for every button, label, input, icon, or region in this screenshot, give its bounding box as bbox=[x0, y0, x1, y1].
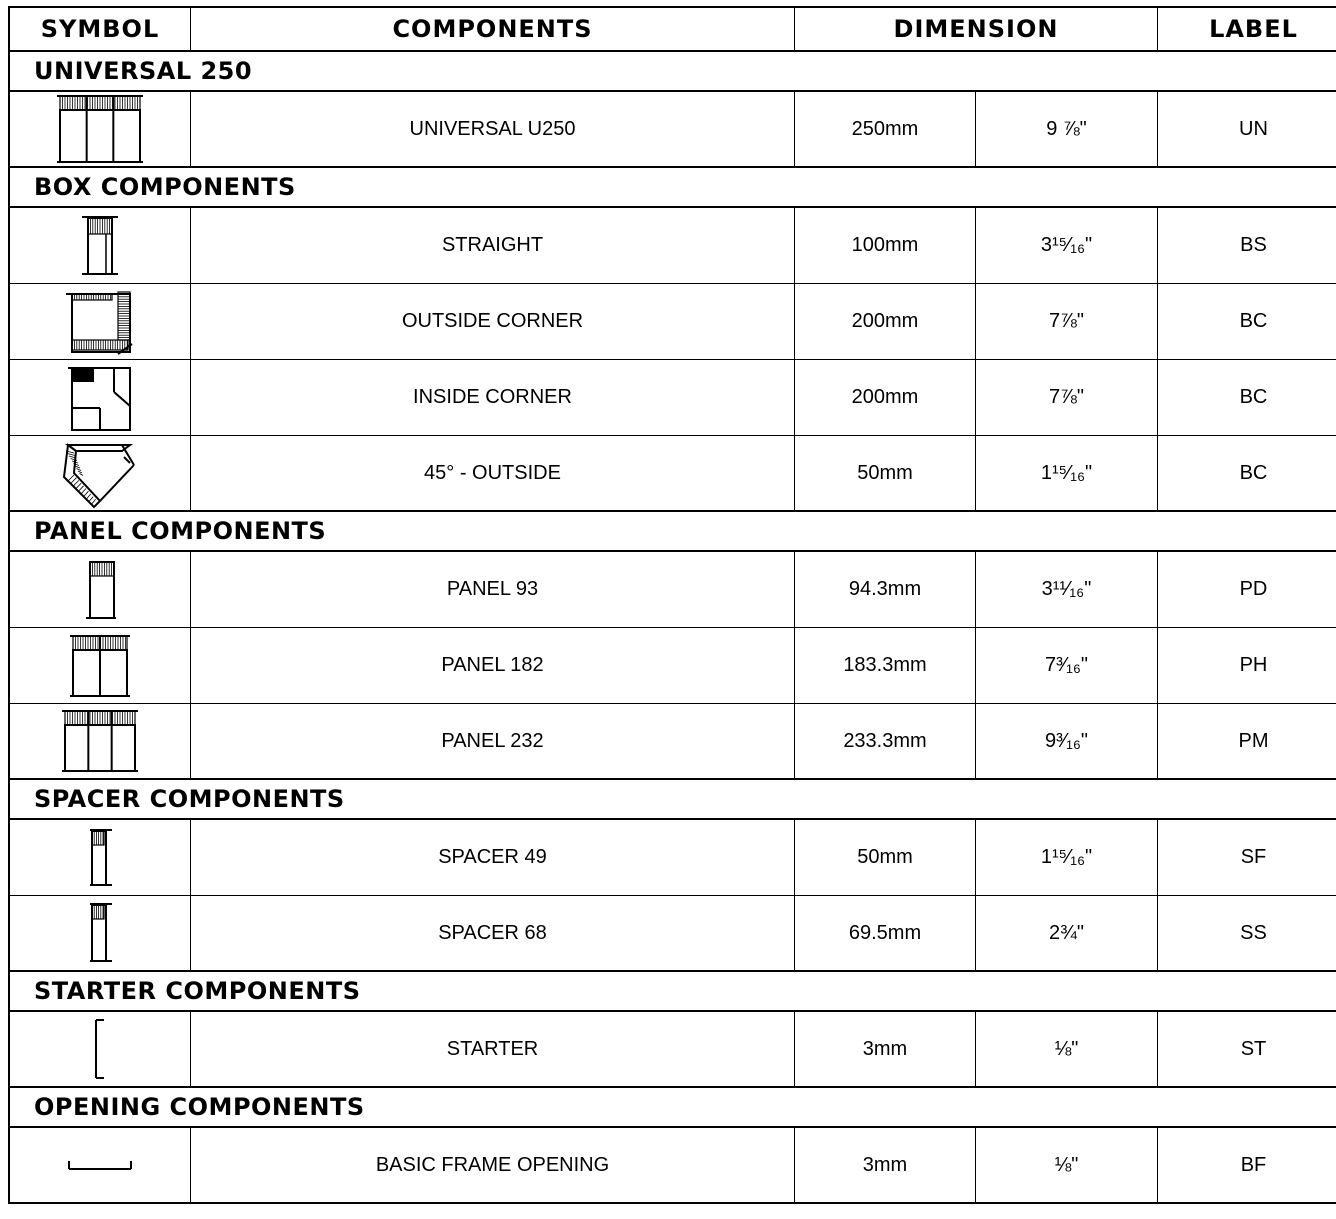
component-label: BS bbox=[1158, 208, 1336, 283]
component-name: PANEL 93 bbox=[191, 552, 795, 627]
table-row bbox=[10, 820, 1336, 896]
component-name: SPACER 68 bbox=[191, 896, 795, 970]
dimension-mm: 233.3mm bbox=[795, 704, 976, 778]
component-name: OUTSIDE CORNER bbox=[191, 284, 795, 359]
dimension-mm: 50mm bbox=[795, 820, 976, 895]
header-label: LABEL bbox=[1158, 8, 1336, 50]
dimension-inch: 3¹⁵⁄₁₆" bbox=[976, 208, 1158, 283]
component-label: BC bbox=[1158, 360, 1336, 435]
table-body bbox=[10, 52, 1336, 1204]
dimension-inch: 9 ⅞" bbox=[976, 92, 1158, 166]
component-label: PD bbox=[1158, 552, 1336, 627]
component-label: UN bbox=[1158, 92, 1336, 166]
component-label: SS bbox=[1158, 896, 1336, 970]
table-row bbox=[10, 896, 1336, 972]
table-row bbox=[10, 552, 1336, 628]
dimension-mm: 3mm bbox=[795, 1012, 976, 1086]
starter-icon bbox=[10, 1012, 191, 1086]
component-label: PH bbox=[1158, 628, 1336, 703]
section-title: PANEL COMPONENTS bbox=[10, 512, 1336, 552]
dimension-inch: 7⅞" bbox=[976, 284, 1158, 359]
table-row bbox=[10, 436, 1336, 512]
panel-93-icon bbox=[10, 552, 191, 627]
component-name: UNIVERSAL U250 bbox=[191, 92, 795, 166]
section-title: BOX COMPONENTS bbox=[10, 168, 1336, 208]
table-row bbox=[10, 284, 1336, 360]
basic-frame-opening-icon bbox=[10, 1128, 191, 1202]
component-name: PANEL 182 bbox=[191, 628, 795, 703]
component-label: SF bbox=[1158, 820, 1336, 895]
dimension-mm: 94.3mm bbox=[795, 552, 976, 627]
dimension-inch: 9³⁄₁₆" bbox=[976, 704, 1158, 778]
inside-corner-icon bbox=[10, 360, 191, 435]
section-title: UNIVERSAL 250 bbox=[10, 52, 1336, 92]
table-row bbox=[10, 360, 1336, 436]
header-dimension: DIMENSION bbox=[795, 8, 1158, 50]
component-name: STARTER bbox=[191, 1012, 795, 1086]
table-row bbox=[10, 92, 1336, 168]
spacer-49-icon bbox=[10, 820, 191, 895]
dimension-inch: 1¹⁵⁄₁₆" bbox=[976, 820, 1158, 895]
table-row bbox=[10, 1128, 1336, 1204]
component-label: BC bbox=[1158, 284, 1336, 359]
section-title: STARTER COMPONENTS bbox=[10, 972, 1336, 1012]
component-name: PANEL 232 bbox=[191, 704, 795, 778]
component-label: BF bbox=[1158, 1128, 1336, 1202]
outside-corner-icon bbox=[10, 284, 191, 359]
universal-u250-icon bbox=[10, 92, 191, 166]
45-outside-icon bbox=[10, 436, 191, 510]
dimension-inch: 7⅞" bbox=[976, 360, 1158, 435]
panel-182-icon bbox=[10, 628, 191, 703]
dimension-mm: 200mm bbox=[795, 360, 976, 435]
dimension-mm: 183.3mm bbox=[795, 628, 976, 703]
component-label: PM bbox=[1158, 704, 1336, 778]
table-row bbox=[10, 208, 1336, 284]
dimension-mm: 50mm bbox=[795, 436, 976, 510]
header-components: COMPONENTS bbox=[191, 8, 795, 50]
dimension-inch: ⅛" bbox=[976, 1012, 1158, 1086]
dimension-inch: 1¹⁵⁄₁₆" bbox=[976, 436, 1158, 510]
table-row bbox=[10, 628, 1336, 704]
straight-icon bbox=[10, 208, 191, 283]
dimension-inch: 7³⁄₁₆" bbox=[976, 628, 1158, 703]
dimension-mm: 250mm bbox=[795, 92, 976, 166]
dimension-inch: 3¹¹⁄₁₆" bbox=[976, 552, 1158, 627]
component-label: ST bbox=[1158, 1012, 1336, 1086]
panel-232-icon bbox=[10, 704, 191, 778]
table-row bbox=[10, 704, 1336, 780]
dimension-mm: 200mm bbox=[795, 284, 976, 359]
dimension-inch: ⅛" bbox=[976, 1128, 1158, 1202]
component-label: BC bbox=[1158, 436, 1336, 510]
table-row bbox=[10, 1012, 1336, 1088]
component-name: STRAIGHT bbox=[191, 208, 795, 283]
spacer-68-icon bbox=[10, 896, 191, 970]
component-name: INSIDE CORNER bbox=[191, 360, 795, 435]
section-title: OPENING COMPONENTS bbox=[10, 1088, 1336, 1128]
table-header bbox=[10, 8, 1336, 52]
section-title: SPACER COMPONENTS bbox=[10, 780, 1336, 820]
dimension-mm: 100mm bbox=[795, 208, 976, 283]
component-name: 45° - OUTSIDE bbox=[191, 436, 795, 510]
component-name: BASIC FRAME OPENING bbox=[191, 1128, 795, 1202]
dimension-inch: 2¾" bbox=[976, 896, 1158, 970]
header-symbol: SYMBOL bbox=[10, 8, 191, 50]
dimension-mm: 69.5mm bbox=[795, 896, 976, 970]
components-table bbox=[8, 6, 1336, 1204]
component-name: SPACER 49 bbox=[191, 820, 795, 895]
dimension-mm: 3mm bbox=[795, 1128, 976, 1202]
